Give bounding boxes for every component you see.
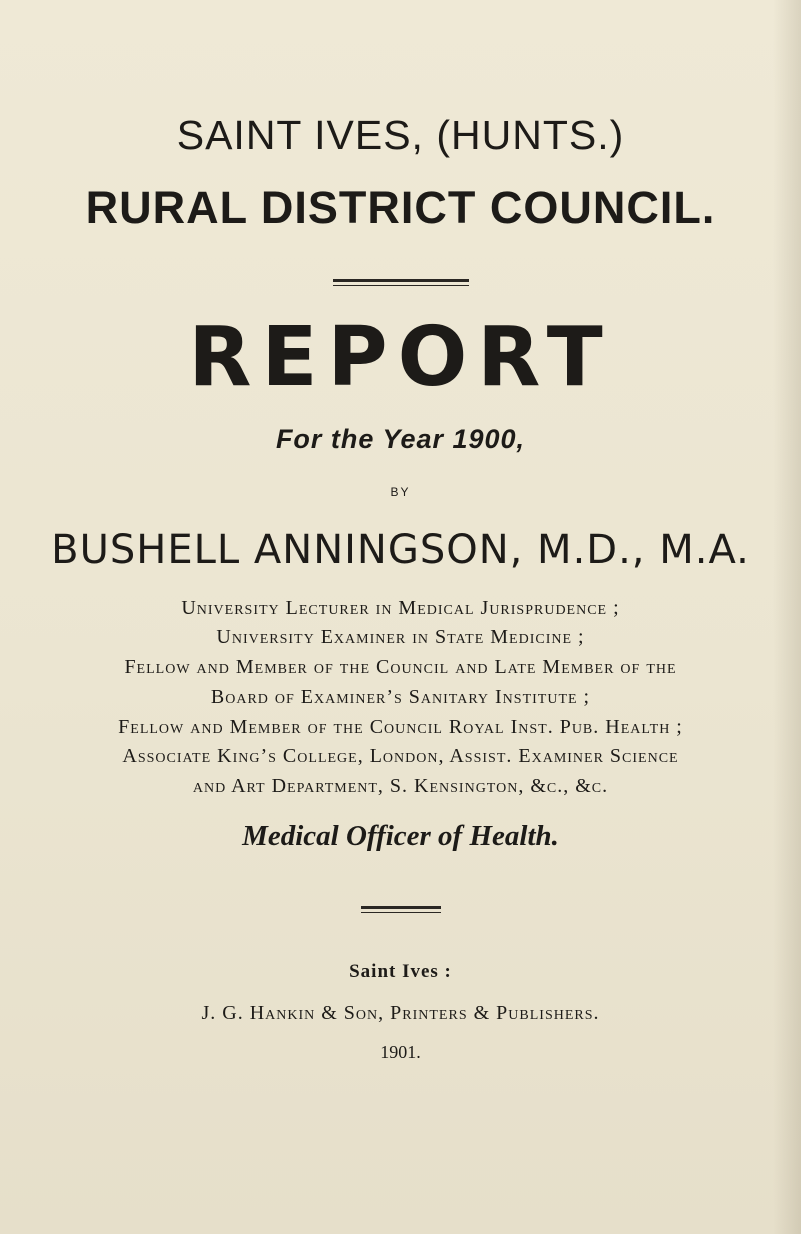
credential-line: and Art Department, S. Kensington, &c., &c. — [192, 775, 609, 797]
by-label: BY — [390, 485, 411, 499]
year-line: For the Year 1900, — [275, 424, 526, 454]
printer-line: J. G. Hankin & Son, Printers & Publishers. — [201, 1002, 600, 1024]
place-of-publication: Saint Ives : — [349, 961, 452, 982]
author-name: BUSHELL ANNINGSON, M.D., M.A. — [51, 527, 750, 573]
credential-line: University Examiner in State Medicine ; — [216, 626, 585, 648]
credential-line: Associate King’s College, London, Assist. Examiner Science — [122, 745, 679, 767]
credential-line: Fellow and Member of the Council and Late Member of the — [124, 656, 677, 678]
credential-line: Board of Examiner’s Sanitary Institute ; — [210, 686, 591, 708]
double-rule-top — [333, 279, 469, 286]
report-title: REPORT — [188, 310, 613, 405]
office-title: Medical Officer of Health. — [242, 820, 559, 852]
publication-date: 1901. — [380, 1042, 421, 1062]
double-rule-bottom — [361, 906, 441, 913]
title-line-2: RURAL DISTRICT COUNCIL. — [85, 182, 716, 233]
credential-line: University Lecturer in Medical Jurisprudence ; — [181, 597, 620, 619]
credential-line: Fellow and Member of the Council Royal Inst. Pub. Health ; — [118, 716, 683, 738]
title-line-1: SAINT IVES, (HUNTS.) — [176, 112, 625, 158]
